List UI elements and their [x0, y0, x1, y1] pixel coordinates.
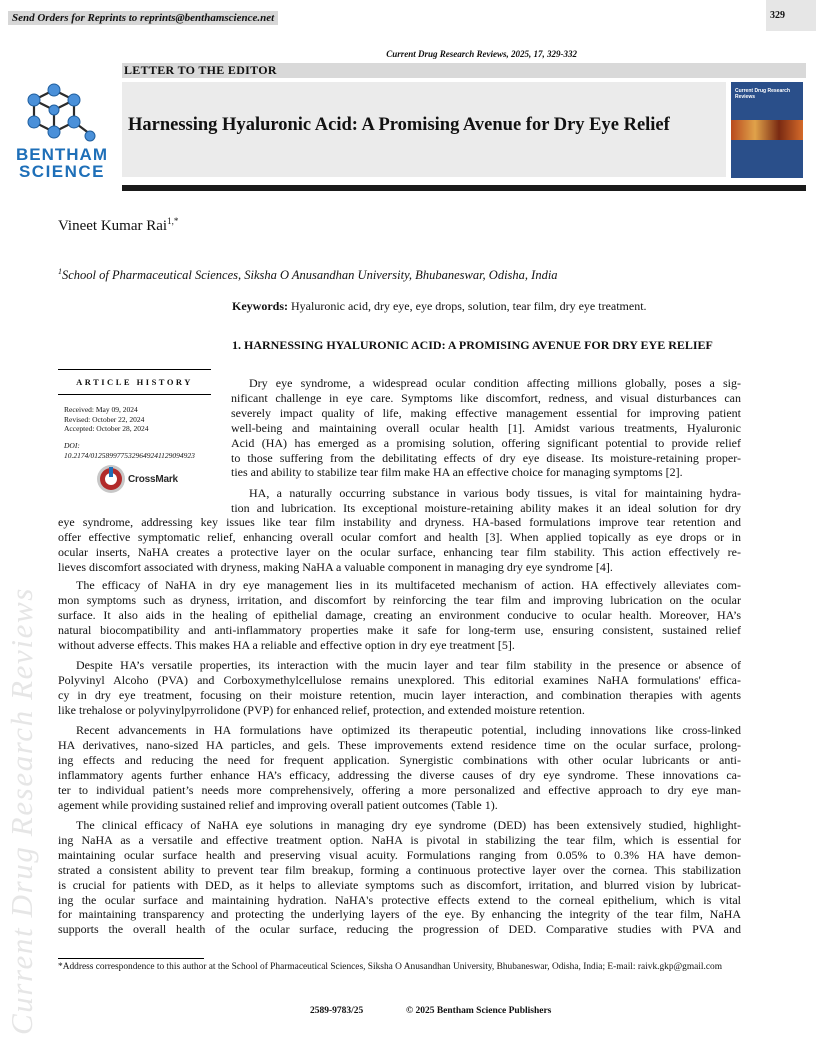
text-line: The clinical efficacy of NaHA eye solutions in managing dry eye syndrome (DED) has been extensively studied, highlight-: [76, 818, 741, 832]
text-line: ing NaHA as a versatile and effective treatment option. NaHA is pivotal in stabilizing the tear film, which is essential for: [58, 832, 741, 847]
article-type-bar: LETTER TO THE EDITOR: [122, 63, 806, 78]
body-paragraph-1: [231, 376, 741, 480]
author-name-text: Vineet Kumar Rai: [58, 218, 168, 234]
cover-title: Current Drug Research Reviews: [735, 88, 791, 100]
text-line: Acid (HA) has emerged as a promising solution, offering significant potential to provide relief: [231, 435, 741, 450]
text-line: mon symptoms such as dryness, irritation, and discomfort by reinforcing the tear film and improving lubrication on the ocular: [58, 592, 741, 607]
side-journal-watermark: Current Drug Research Reviews: [4, 587, 39, 1035]
received-date: Received: May 09, 2024: [64, 405, 138, 414]
text-line: well-being and maintaining overall ocular health [1]. Amidst various treatments, Hyaluronic: [231, 420, 741, 435]
keywords-label: Keywords:: [232, 299, 288, 313]
section-heading: 1. HARNESSING HYALURONIC ACID: A PROMISING AVENUE FOR DRY EYE RELIEF: [232, 338, 713, 352]
accepted-date: Accepted: October 28, 2024: [64, 424, 149, 434]
text-line: HA derivatives, nano-sized HA particles, and gels. These improvements extend residence time on the ocular surface, prolong-: [58, 737, 741, 752]
correspondence-footnote: *Address correspondence to this author at the School of Pharmaceutical Sciences, Siksha O Anusandhan University, Bhubaneswar, Odisha, India; E-mail: raivk.gkp@gmail.com: [58, 962, 723, 972]
reprint-notice: Send Orders for Reprints to reprints@benthamscience.net: [8, 11, 278, 25]
doi-label: DOI:: [64, 441, 80, 450]
text-line: Dry eye syndrome, a widespread ocular condition affecting millions globally, poses a sig-: [249, 376, 741, 390]
body-paragraph-3: [58, 578, 741, 653]
text-line: ocular inserts, NaHA creates a protective layer on the ocular surface, enhancing tear film stability. This action effectively re-: [58, 544, 741, 559]
text-line: ties and ability to stabilize tear film make HA an effective choice for managing symptoms [2].: [231, 465, 683, 480]
text-line: The efficacy of NaHA in dry eye management lies in its multifaceted mechanism of action. HA effectively alleviates com-: [76, 578, 741, 592]
article-title: Harnessing Hyaluronic Acid: A Promising Avenue for Dry Eye Relief: [128, 115, 670, 135]
issn: 2589-9783/25: [310, 1006, 364, 1016]
text-line: surface. It also aids in the healing of epithelial damage, creating an environment conducive to ocular health. Moreover, HA’s: [58, 607, 741, 622]
author-name: [58, 216, 178, 235]
keywords-text: Hyaluronic acid, dry eye, eye drops, solution, tear film, dry eye treatment.: [291, 299, 647, 313]
text-line: inflammatory agents further enhance HA’s efficacy, addressing the diverse causes of dry eye syndrome. These innovations ca-: [58, 767, 741, 782]
affiliation-mark: 1: [58, 267, 62, 276]
article-history-dates: [64, 405, 214, 434]
body-paragraph-2a: [231, 486, 741, 516]
author-affiliation: [58, 267, 558, 283]
text-line: like trehalose or polyvinylpyrrolidone (PVP) for enhanced relief, protection, and extended moisture retention.: [58, 702, 585, 717]
text-line: Despite HA’s versatile properties, its interaction with the mucin layer and tear film stability in the presence or absence of: [76, 658, 741, 672]
text-line: supports the overall health of the ocular surface, reducing the progression of DED. Comparative studies with PVA and: [58, 922, 741, 937]
text-line: Polyvinyl Alcoho (PVA) and Corboxymethylcellulose remains unexplored. This editorial examines NaHA formulations' effica-: [58, 672, 741, 687]
text-line: to those suffering from the debilitating effects of dry eye disease. Its moisture-retaining proper-: [231, 450, 741, 465]
affiliation-text: School of Pharmaceutical Sciences, Siksha O Anusandhan University, Bhubaneswar, Odisha, India: [62, 268, 558, 283]
history-rule-top: [58, 369, 211, 370]
page-number: 329: [770, 10, 785, 21]
logo-wordmark-bentham: BENTHAM: [16, 145, 108, 164]
bentham-science-logo: [10, 82, 114, 182]
text-line: ing effects and reducing the need for frequent application. Synergistic combinations with other ocular lubricants or anti-: [58, 752, 741, 767]
text-line: HA, a naturally occurring substance in various body tissues, is vital for maintaining hydra-: [249, 486, 741, 500]
text-line: offer effective symptomatic relief, enhancing overall ocular comfort and health [3]. When applied topically as eye drops or in: [58, 529, 741, 544]
text-line: Recent advancements in HA formulations have optimized its therapeutic potential, including innovations like cross-linked: [76, 723, 741, 737]
text-line: strated a consistent ability to prevent tear film breakup, forming a continuous protective layer over the cornea. This stabilization: [58, 862, 741, 877]
text-line: for maintaining transparency and protecting the underlying layers of the eye. By enhancing the integrity of the tear film, NaHA: [58, 907, 741, 922]
text-line: tion and lubrication. Its exceptional moisture-retaining ability makes it an ideal solution for dry: [231, 500, 741, 515]
text-line: lieves discomfort associated with dryness, making NaHA a valuable component in managing dry eye syndrome [4].: [58, 559, 613, 574]
text-line: without adverse effects. This makes HA a reliable and effective option in dry eye treatment [5].: [58, 637, 515, 652]
doi-link[interactable]: 10.2174/0125899775329649241129094923: [64, 450, 195, 460]
body-paragraph-2b: [58, 515, 741, 575]
revised-date: Revised: October 22, 2024: [64, 414, 145, 424]
text-line: natural biocompatibility and anti-inflammatory properties make it safe for long-term use, ensuring consistent, sustained relief: [58, 622, 741, 637]
logo-wordmark-science: SCIENCE: [18, 162, 106, 181]
body-paragraph-4: [58, 658, 741, 718]
text-line: eye syndrome, addressing key issues like tear film instability and dryness. HA-based formulations improve tear retention and: [58, 515, 741, 529]
keywords: [232, 299, 742, 314]
text-line: agement while providing sustained relief and improving overall patient outcomes (Table 1).: [58, 797, 498, 812]
text-line: ing the ocular surface and maintaining hydration. NaHA's protective effects extend to the corneal epithelium, which is vital: [58, 892, 741, 907]
cover-image-band: [731, 120, 803, 140]
history-rule-mid: [58, 394, 211, 395]
molecule-cube-icon: [10, 82, 114, 146]
journal-cover-thumbnail: [731, 82, 803, 178]
journal-citation: Current Drug Research Reviews, 2025, 17, 329-332: [386, 49, 577, 59]
body-paragraph-6: [58, 818, 741, 937]
author-marks: 1,*: [167, 216, 179, 226]
body-paragraph-5: [58, 723, 741, 812]
text-line: cy in dry eye treatment, focusing on their moisture retention, mucin layer interaction, and combination therapies with agents: [58, 687, 741, 702]
copyright: © 2025 Bentham Science Publishers: [406, 1006, 552, 1016]
footnote-rule: [58, 958, 204, 959]
text-line: ter to individual patient’s needs more comprehensively, offering a more personalized and effective approach to dry eye man-: [58, 782, 741, 797]
crossmark-label[interactable]: CrossMark: [128, 474, 178, 485]
article-history-heading: ARTICLE HISTORY: [76, 377, 193, 387]
text-line: is crucial for patients with DED, as it helps to alleviate symptoms such as discomfort, irritation, and blurred vision by lubricat-: [58, 877, 741, 892]
article-doi: [64, 441, 214, 460]
header-rule: [122, 185, 806, 191]
text-line: severely impact quality of life, making effective management essential for improving patient: [231, 405, 741, 420]
text-line: nificant challenge in eye care. Symptoms like discomfort, redness, and visual disturbances can: [231, 390, 741, 405]
text-line: maintaining ocular surface health and preserving visual acuity. Formulations ranging from 0.05% to 0.3% HA have demon-: [58, 847, 741, 862]
